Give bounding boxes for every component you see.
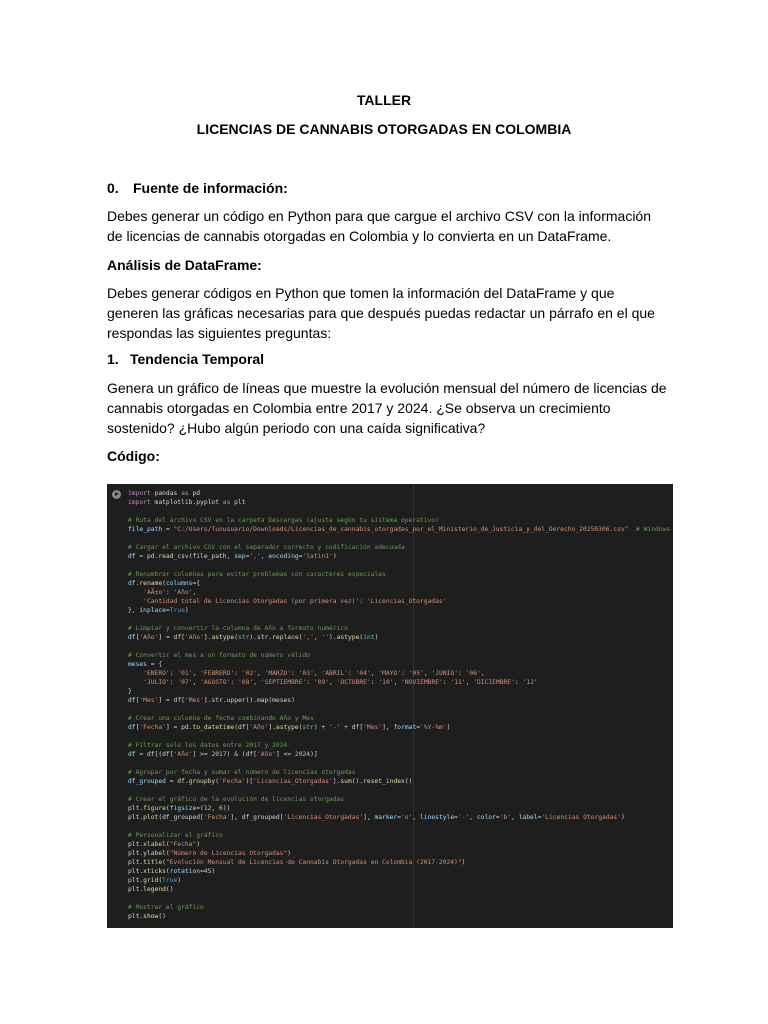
code-line [128,705,673,714]
code-line [128,759,673,768]
code-line: df = df[(df['Año'] >= 2017) & (df['Año'] <= 2024)] [128,751,318,758]
code-line: # Crear el gráfico de la evolución de licencias otorgadas [128,796,345,803]
code-line: df['Fecha'] = pd.to_datetime(df['Año'].astype(str) + '-' + df['Mes'], format='%Y-%m') [128,724,451,731]
code-line [128,615,673,624]
code-line: }, inplace=True) [128,607,189,614]
code-line: # Renombrar columnas para evitar problemas con caracteres especiales [128,571,386,578]
code-line: 'JULIO': '07', 'AGOSTO': '08', 'SEPTIEMBRE': '09', 'OCTUBRE': '10', 'NOVIEMBRE': '11', 'DICIEMBRE': '12' [143,679,538,686]
code-line [128,894,673,903]
code-heading: Código: [107,448,160,464]
paragraph-line: respondas las siguientes preguntas: [107,325,332,341]
paragraph-line: cannabis otorgadas en Colombia entre 2017 y 2024. ¿Se observa un crecimiento [107,400,611,416]
code-line [128,534,673,543]
run-cell-button[interactable] [112,490,121,499]
section-1-heading-text: Tendencia Temporal [130,351,265,367]
section-1-number: 1. [107,351,119,367]
code-line: # Mostrar el gráfico [128,904,204,911]
code-line: df['Mes'] = df['Mes'].str.upper().map(meses) [128,697,295,704]
code-line: # Ruta del archivo CSV en la carpeta Descargas (ajusta según tu sistema operativo) [128,517,439,524]
paragraph-line: de licencias de cannabis otorgadas en Colombia y lo convierta en un DataFrame. [107,228,612,244]
code-line [128,732,673,741]
code-line: meses = { [128,661,163,668]
code-line: plt.legend() [128,886,174,893]
section-0-heading [107,180,288,196]
document-title: TALLER [356,92,412,108]
section-0-heading-text: Fuente de información: [133,180,288,196]
code-line: # Limpiar y convertir la columna de Año a formato numérico [128,625,348,632]
code-line: plt.ylabel("Número de Licencias Otorgadas") [128,850,292,857]
code-line: plt.grid(True) [128,877,182,884]
section-1-paragraph [107,378,667,438]
code-line: # Crear una columna de fecha combinando Año y Mes [128,715,314,722]
code-line: plt.plot(df_grouped['Fecha'], df_grouped['Licencias_Otorgadas'], marker='o', linestyle='-', color='b', label='Licencias Otorgadas') [128,814,625,821]
paragraph-line: Debes generar un código en Python para que cargue el archivo CSV con la información [107,208,651,224]
code-line: plt.xlabel("Fecha") [128,841,201,848]
code-line: plt.show() [128,913,166,920]
code-line [128,822,673,831]
code-line: # Filtrar solo los datos entre 2017 y 2024 [128,742,288,749]
code-line: 'Cantidad total de Licencias Otorgadas (por primera vez)': 'Licencias_Otorgadas' [143,598,447,605]
analysis-paragraph [107,283,667,343]
code-line: 'AÃ±o': 'Año', [143,589,197,596]
code-line: 'ENERO': '01', 'FEBRERO': '02', 'MARZO': '03', 'ABRIL': '04', 'MAYO': '05', 'JUNIO': '06', [143,670,485,677]
code-line: plt.title("Evolución Mensual de Licencias de Cannabis Otorgadas en Colombia (2017-2024)") [128,859,466,866]
paragraph-line: sostenido? ¿Hubo algún periodo con una caída significativa? [107,420,486,436]
code-line: plt.xticks(rotation=45) [128,868,216,875]
code-line: import pandas as pd [128,490,201,497]
paragraph-line: generen las gráficas necesarias para que después puedas redactar un párrafo en el que [107,305,655,321]
code-cell [107,484,673,928]
paragraph-line: Debes generar códigos en Python que tomen la información del DataFrame y que [107,285,615,301]
code-line: # Convertir el mes a un formato de número válido [128,652,310,659]
section-0-paragraph [107,206,667,246]
code-line: import matplotlib.pyplot as plt [128,499,246,506]
code-line: df_grouped = df.groupby('Fecha')['Licencias_Otorgadas'].sum().reset_index() [128,778,413,785]
code-line: # Cargar el archivo CSV con el separador correcto y codificación adecuada [128,544,405,551]
code-line [128,507,673,516]
analysis-heading: Análisis de DataFrame: [107,257,262,273]
code-lines [128,489,673,921]
code-line: df.rename(columns={ [128,580,201,587]
section-1-heading [107,351,264,367]
code-line [128,786,673,795]
code-line [128,642,673,651]
code-line [128,561,673,570]
document-subtitle: LICENCIAS DE CANNABIS OTORGADAS EN COLOMBIA [196,121,572,137]
section-0-number: 0. [107,180,119,196]
code-line: # Personalizar el gráfico [128,832,223,839]
code-line: df['Año'] = df['Año'].astype(str).str.replace(',', '').astype(int) [128,634,379,641]
code-line: plt.figure(figsize=(12, 6)) [128,805,231,812]
code-line: file_path = "C:/Users/Tunusuario/Downloads/Licencias_de_cannabis_otorgadas_por_el_Ministerio_de_Justicia_y_del_Derecho_20250306.csv" # Windows [128,526,671,533]
code-line: } [128,688,132,695]
code-line: df = pd.read_csv(file_path, sep=',', encoding='latin1') [128,553,337,560]
paragraph-line: Genera un gráfico de líneas que muestre la evolución mensual del número de licencias de [107,380,667,396]
code-line: # Agrupar por fecha y sumar el número de licencias otorgadas [128,769,356,776]
